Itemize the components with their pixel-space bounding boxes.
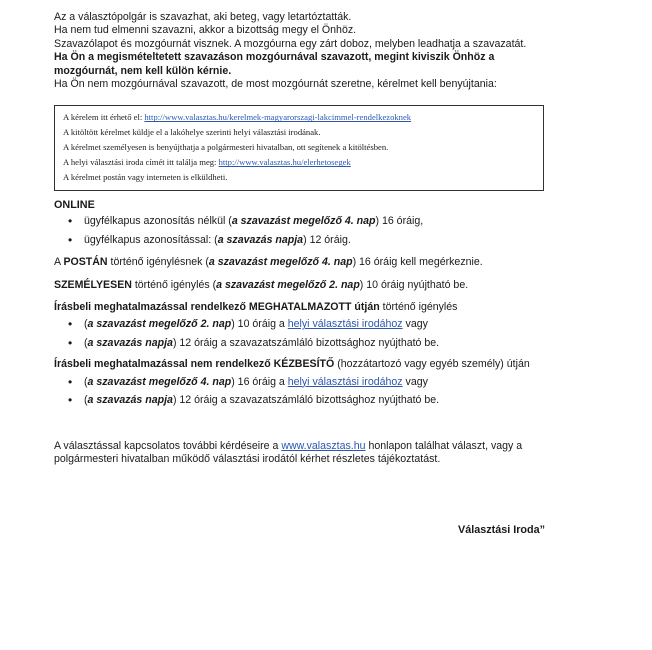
- intro-line-3: Szavazólapot és mozgóurnát visznek. A mozgóurna egy zárt doboz, melyben leadhatja a szavazatát.: [54, 37, 527, 50]
- kezbesito-heading: [54, 358, 554, 371]
- m-b2-pre: (: [84, 336, 88, 349]
- list-item: [54, 234, 554, 247]
- intro-section: [54, 10, 554, 91]
- posta-deadline: a szavazást megelőző 4. nap: [208, 256, 353, 269]
- intro-bold-notice: Ha Ön a megismételtetett szavazáson mozgóurnával szavazott, megint kiviszik Önhöz a mozgóurnát, nem kell külön kérnie.: [54, 51, 495, 77]
- posta-pre: A: [54, 256, 64, 269]
- list-item: [54, 337, 554, 350]
- kezbesito-bold: Írásbeli meghatalmazással nem rendelkező KÉZBESÍTŐ: [54, 358, 335, 371]
- closing-paragraph: [54, 440, 554, 467]
- k-b1-pre: (: [84, 375, 88, 388]
- szemelyes-bold: SZEMÉLYESEN: [54, 278, 132, 291]
- online-b1-pre: ügyfélkapus azonosítás nélkül (: [84, 215, 232, 228]
- signature: Választási Iroda”: [458, 524, 546, 536]
- online-b2-post: ) 12 óráig.: [303, 233, 351, 246]
- meghatalmazott-post: történő igénylés: [379, 301, 458, 314]
- box-line-1: [63, 110, 535, 125]
- list-item: [54, 215, 554, 228]
- list-item: [54, 318, 554, 331]
- szemelyes-mid: történő igénylés (: [131, 278, 217, 291]
- meghatalmazott-list: [54, 318, 554, 350]
- m-b1-deadline: a szavazást megelőző 2. nap: [87, 318, 232, 331]
- szemelyes-deadline: a szavazást megelőző 2. nap: [216, 278, 360, 291]
- info-box: [54, 105, 544, 191]
- contacts-link[interactable]: http://www.valasztas.hu/elerhetosegek: [218, 157, 351, 168]
- szemelyes-post: ) 10 óráig nyújtható be.: [359, 278, 469, 291]
- meghatalmazott-bold: Írásbeli meghatalmazással rendelkező MEGHATALMAZOTT útján: [54, 301, 380, 314]
- closing-pre: A választással kapcsolatos további kérdéseire a: [54, 439, 282, 452]
- k-b1-mid: ) 16 óráig a: [231, 375, 288, 388]
- meghatalmazott-heading: [54, 301, 554, 314]
- box-line-2: A kitöltött kérelmet küldje el a lakóhelye szerinti helyi választási irodának.: [63, 127, 321, 138]
- list-item: [54, 394, 554, 407]
- box-line-5: A kérelmet postán vagy interneten is elküldheti.: [63, 172, 228, 183]
- intro-line-1: Az a választópolgár is szavazhat, aki beteg, vagy letartóztatták.: [54, 11, 352, 23]
- m-b1-post: vagy: [402, 318, 428, 331]
- m-b1-pre: (: [84, 318, 88, 331]
- m-b1-mid: ) 10 óráig a: [231, 318, 288, 331]
- kezbesito-list: [54, 376, 554, 408]
- valasztas-link[interactable]: www.valasztas.hu: [281, 439, 366, 452]
- box-line-3: A kérelmet személyesen is benyújthatja a polgármesteri hivatalban, ott segítenek a kitöltésben.: [63, 142, 389, 153]
- posta-mid: történő igénylésnek (: [107, 256, 209, 269]
- intro-line-4: Ha Ön nem mozgóurnával szavazott, de most mozgóurnát szeretne, kérelmet kell benyújtania:: [54, 78, 497, 91]
- m-b2-post: ) 12 óráig a szavazatszámláló bizottsághoz nyújtható be.: [172, 336, 440, 349]
- online-b2-deadline: a szavazás napja: [217, 233, 304, 246]
- posta-bold: POSTÁN: [63, 256, 108, 269]
- posta-post: ) 16 óráig kell megérkeznie.: [352, 256, 483, 269]
- posta-paragraph: [54, 256, 554, 269]
- k-b2-post: ) 12 óráig a szavazatszámláló bizottsághoz nyújtható be.: [172, 394, 440, 407]
- k-b2-pre: (: [84, 394, 88, 407]
- box-line-4-text: A helyi választási iroda címét itt találja meg:: [63, 157, 219, 168]
- szemelyes-paragraph: [54, 279, 554, 292]
- document-body: [54, 10, 554, 466]
- online-b1-post: ) 16 óráig,: [375, 215, 424, 228]
- request-form-link[interactable]: http://www.valasztas.hu/kerelmek-magyarorszagi-lakcimmel-rendelkezoknek: [144, 112, 412, 123]
- online-list: [54, 215, 554, 247]
- closing-post: honlapon találhat választ, vagy a polgármesteri hivatalban működő választási irodától kérhet részletes tájékoztatást.: [54, 439, 523, 465]
- box-line-1-text: A kérelem itt érhető el:: [63, 112, 145, 123]
- k-b1-post: vagy: [402, 375, 428, 388]
- online-b1-deadline: a szavazást megelőző 4. nap: [231, 215, 376, 228]
- box-line-4: [63, 155, 535, 170]
- kezbesito-post: (hozzátartozó vagy egyéb személy) útján: [334, 358, 530, 371]
- online-b2-pre: ügyfélkapus azonosítással: (: [84, 233, 218, 246]
- k-b2-deadline: a szavazás napja: [87, 394, 173, 407]
- list-item: [54, 376, 554, 389]
- m-b2-deadline: a szavazás napja: [87, 336, 173, 349]
- local-office-link[interactable]: helyi választási irodához: [287, 375, 403, 388]
- k-b1-deadline: a szavazást megelőző 4. nap: [87, 375, 232, 388]
- local-office-link[interactable]: helyi választási irodához: [287, 318, 403, 331]
- intro-line-2: Ha nem tud elmenni szavazni, akkor a bizottság megy el Önhöz.: [54, 24, 357, 37]
- online-heading: ONLINE: [54, 199, 95, 212]
